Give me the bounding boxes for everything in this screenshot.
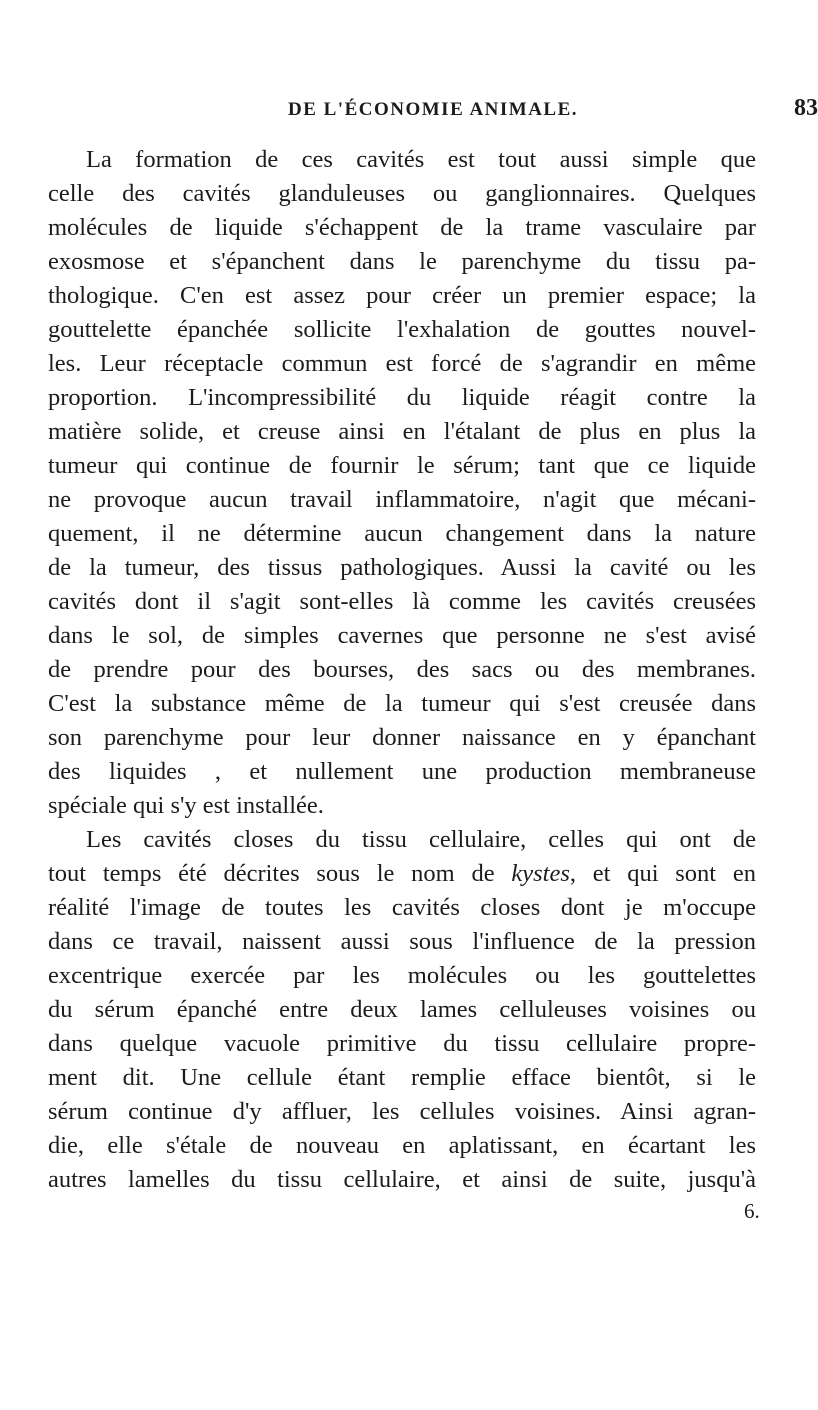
text-line: tumeur qui continue de fournir le sérum; tant que ce liquide xyxy=(48,452,756,479)
text-line: proportion. L'incompressibilité du liquide réagit contre la xyxy=(48,384,756,411)
italic-term-kystes: kystes xyxy=(511,860,570,887)
text-line: cavités dont il s'agit sont-elles là comme les cavités creusées xyxy=(48,588,756,615)
text-line: ne provoque aucun travail inflammatoire, n'agit que mécani- xyxy=(48,486,756,513)
text-line: dans le sol, de simples cavernes que personne ne s'est avisé xyxy=(48,622,756,649)
text-line: sérum continue d'y affluer, les cellules voisines. Ainsi agran- xyxy=(48,1098,756,1125)
text-line: de prendre pour des bourses, des sacs ou des membranes. xyxy=(48,656,756,683)
text-line: autres lamelles du tissu cellulaire, et ainsi de suite, jusqu'à xyxy=(48,1166,756,1193)
page-header xyxy=(48,87,818,127)
text-line: gouttelette épanchée sollicite l'exhalation de gouttes nouvel- xyxy=(48,316,756,343)
text-line: dans ce travail, naissent aussi sous l'influence de la pression xyxy=(48,928,756,955)
text-line: quement, il ne détermine aucun changement dans la nature xyxy=(48,520,756,547)
signature-mark: 6. xyxy=(744,1199,760,1223)
text-segment: , et qui sont en xyxy=(569,860,756,887)
text-line: celle des cavités glanduleuses ou ganglionnaires. Quelques xyxy=(48,180,756,207)
text-line: spéciale qui s'y est installée. xyxy=(48,792,324,819)
text-line: de la tumeur, des tissus pathologiques. Aussi la cavité ou les xyxy=(48,554,756,581)
text-line: son parenchyme pour leur donner naissance en y épanchant xyxy=(48,724,756,751)
text-line: exosmose et s'épanchent dans le parenchyme du tissu pa- xyxy=(48,248,756,275)
text-line: dans quelque vacuole primitive du tissu cellulaire propre- xyxy=(48,1030,756,1057)
text-line: La formation de ces cavités est tout aussi simple que xyxy=(86,146,756,173)
text-line: matière solide, et creuse ainsi en l'étalant de plus en plus la xyxy=(48,418,756,445)
text-line: molécules de liquide s'échappent de la trame vasculaire par xyxy=(48,214,756,241)
text-line: réalité l'image de toutes les cavités closes dont je m'occupe xyxy=(48,894,756,921)
text-line: Les cavités closes du tissu cellulaire, celles qui ont de xyxy=(86,826,756,853)
page-number: 83 xyxy=(794,95,818,121)
text-segment: tout temps été décrites sous le nom de xyxy=(48,860,512,887)
text-line: les. Leur réceptacle commun est forcé de s'agrandir en même xyxy=(48,350,756,377)
text-line: C'est la substance même de la tumeur qui s'est creusée dans xyxy=(48,690,756,717)
text-line: des liquides , et nullement une production membraneuse xyxy=(48,758,756,785)
text-line: die, elle s'étale de nouveau en aplatissant, en écartant les xyxy=(48,1132,756,1159)
running-title: DE L'ÉCONOMIE ANIMALE. xyxy=(287,99,579,120)
text-line: excentrique exercée par les molécules ou les gouttelettes xyxy=(48,962,756,989)
text-line-with-italic xyxy=(48,858,756,890)
text-line: thologique. C'en est assez pour créer un premier espace; la xyxy=(48,282,756,309)
text-line: ment dit. Une cellule étant remplie efface bientôt, si le xyxy=(48,1064,756,1091)
text-line: du sérum épanché entre deux lames celluleuses voisines ou xyxy=(48,996,756,1023)
